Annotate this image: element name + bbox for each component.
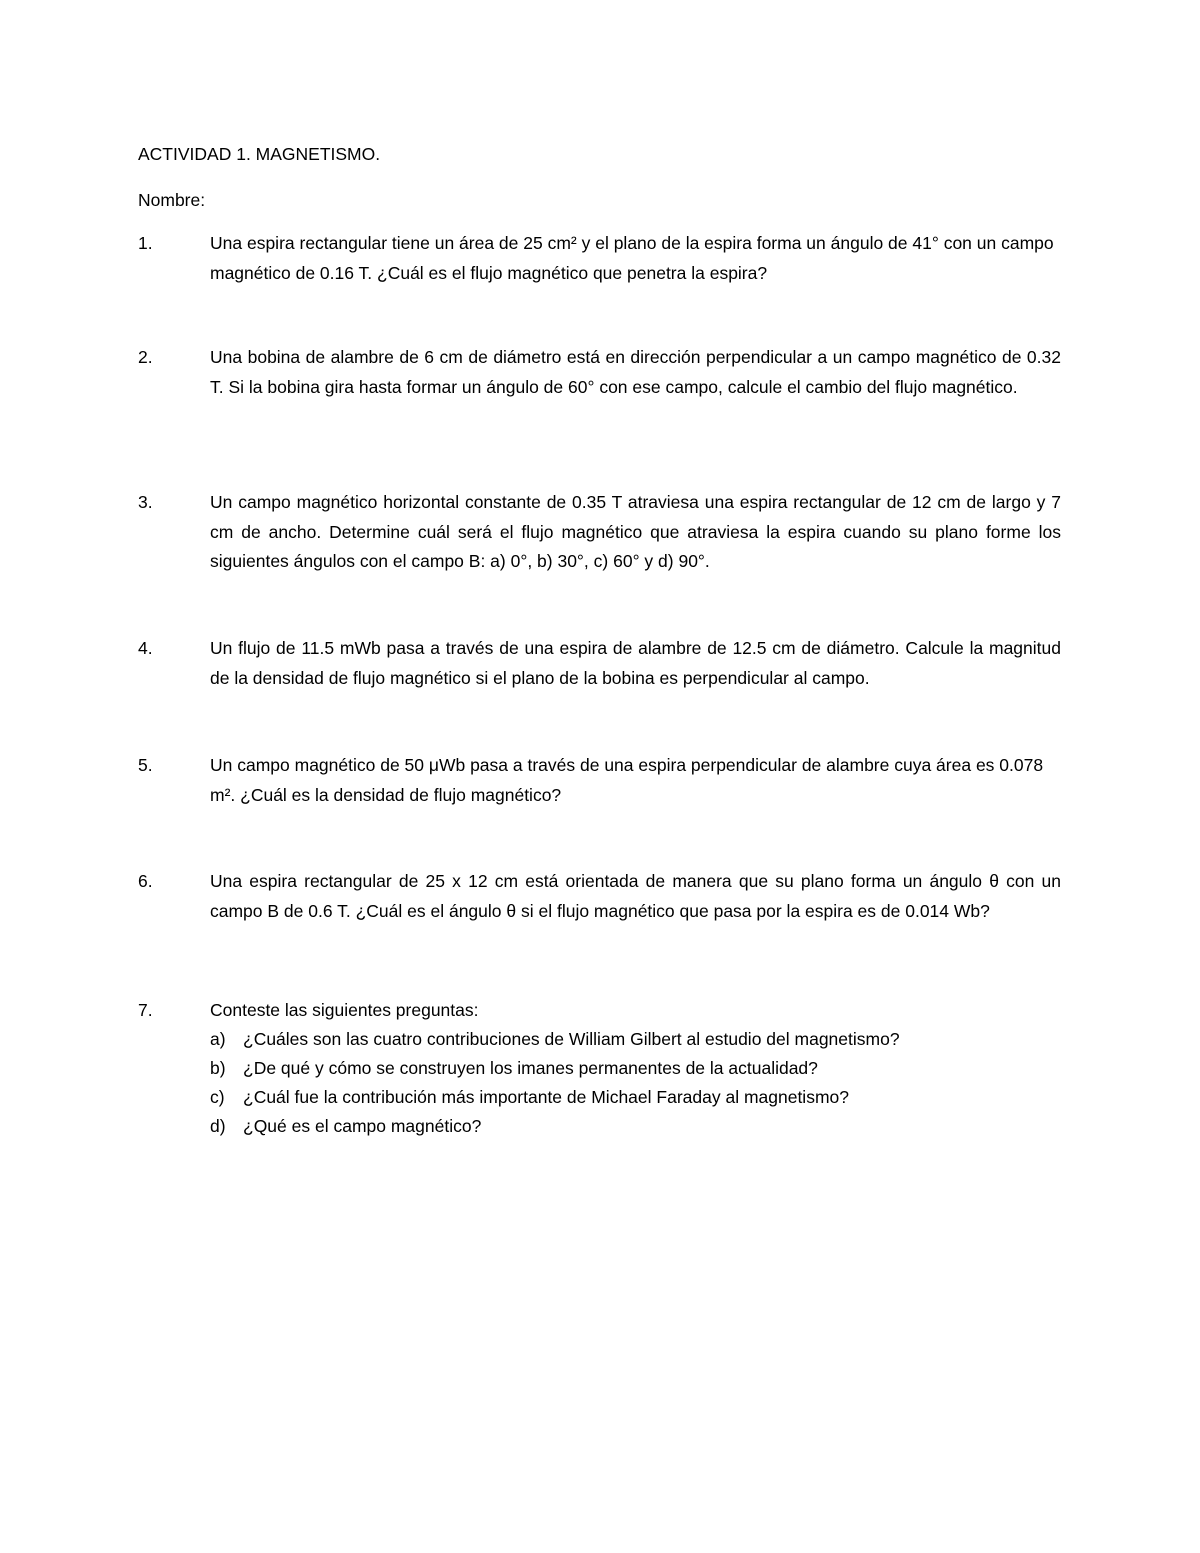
question-text: Conteste las siguientes preguntas:	[210, 1000, 479, 1020]
subquestion-c	[138, 1083, 1061, 1112]
question-text: Un flujo de 11.5 mWb pasa a través de una espira de alambre de 12.5 cm de diámetro. Calcule la magnitud de la densidad de flujo magnético si el plano de la bobina es perpendicular al campo.	[210, 638, 1061, 688]
question-number: 4.	[138, 638, 153, 658]
question-text: Un campo magnético horizontal constante de 0.35 T atraviesa una espira rectangular de 12 cm de largo y 7 cm de ancho. Determine cuál será el flujo magnético que atraviesa la espira cuando su plano forme los siguientes ángulos con el campo B: a) 0°, b) 30°, c) 60° y d) 90°.	[210, 492, 1061, 571]
subquestion-text: ¿Cuáles son las cuatro contribuciones de William Gilbert al estudio del magnetismo?	[243, 1029, 900, 1049]
subquestion-text: ¿De qué y cómo se construyen los imanes permanentes de la actualidad?	[243, 1058, 818, 1078]
subquestion-letter: c)	[210, 1087, 225, 1107]
question-text: Un campo magnético de 50 μWb pasa a través de una espira perpendicular de alambre cuya área es 0.078 m². ¿Cuál es la densidad de flujo magnético?	[210, 755, 1044, 805]
question-text: Una espira rectangular de 25 x 12 cm está orientada de manera que su plano forma un ángulo θ con un campo B de 0.6 T. ¿Cuál es el ángulo θ si el flujo magnético que pasa por la espira es de 0.014 Wb?	[210, 871, 1061, 921]
subquestion-d	[138, 1112, 1061, 1141]
question-3	[138, 488, 1061, 577]
subquestion-b	[138, 1054, 1061, 1083]
subquestion-list	[138, 1025, 1061, 1141]
question-1	[138, 229, 1061, 288]
subquestion-text: ¿Qué es el campo magnético?	[243, 1116, 482, 1136]
question-number: 6.	[138, 871, 153, 891]
subquestion-text: ¿Cuál fue la contribución más importante de Michael Faraday al magnetismo?	[243, 1087, 849, 1107]
subquestion-letter: d)	[210, 1116, 226, 1136]
question-number: 1.	[138, 233, 153, 253]
question-6	[138, 867, 1061, 926]
subquestion-a	[138, 1025, 1061, 1054]
question-7	[138, 996, 1061, 1026]
question-2	[138, 343, 1061, 402]
subquestion-letter: b)	[210, 1058, 226, 1078]
question-number: 2.	[138, 347, 153, 367]
question-number: 7.	[138, 1000, 153, 1020]
document-title: ACTIVIDAD 1. MAGNETISMO.	[138, 144, 381, 164]
question-5	[138, 751, 1061, 810]
question-text: Una espira rectangular tiene un área de 25 cm² y el plano de la espira forma un ángulo de 41° con un campo magnético de 0.16 T. ¿Cuál es el flujo magnético que penetra la espira?	[210, 233, 1054, 283]
question-number: 5.	[138, 755, 153, 775]
subquestion-letter: a)	[210, 1029, 226, 1049]
question-text: Una bobina de alambre de 6 cm de diámetro está en dirección perpendicular a un campo magnético de 0.32 T. Si la bobina gira hasta formar un ángulo de 60° con ese campo, calcule el cambio del flujo magnético.	[210, 347, 1061, 397]
question-4	[138, 634, 1061, 693]
question-number: 3.	[138, 492, 153, 512]
name-label: Nombre:	[138, 190, 206, 210]
